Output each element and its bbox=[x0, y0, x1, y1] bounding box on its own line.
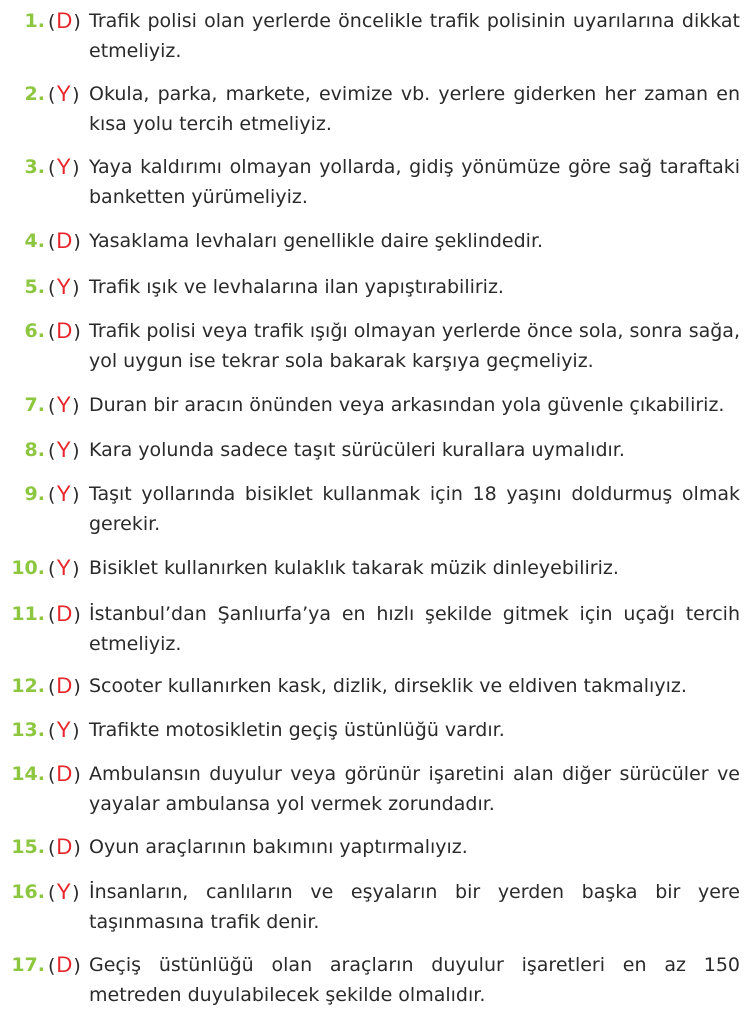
answer-mark: D bbox=[56, 673, 73, 698]
item-number: 5. bbox=[24, 276, 45, 298]
answer-box: (Y) bbox=[48, 81, 80, 106]
item-number: 4. bbox=[24, 230, 45, 252]
item-number: 1. bbox=[24, 10, 45, 32]
answer-mark: D bbox=[56, 834, 73, 859]
answer-box: (D) bbox=[48, 8, 81, 33]
item-number: 13. bbox=[11, 719, 45, 741]
answer-box: (Y) bbox=[48, 392, 80, 417]
statement-text: Yasaklama levhaları genellikle daire şeklindedir. bbox=[89, 230, 544, 252]
statement-text: Oyun araçlarının bakımını yaptırmalıyız. bbox=[89, 836, 468, 858]
statement-text: Okula, parka, markete, evimize vb. yerlere giderken her zaman en kısa yolu tercih etmeliyiz. bbox=[89, 83, 740, 135]
answer-box: (Y) bbox=[48, 879, 80, 904]
answer-mark: D bbox=[56, 761, 73, 786]
answer-box: (Y) bbox=[48, 437, 80, 462]
item-number: 3. bbox=[24, 156, 45, 178]
answer-box: (D) bbox=[48, 834, 81, 859]
answer-mark: D bbox=[56, 228, 73, 253]
statement-text: Ambulansın duyulur veya görünür işaretini alan diğer sürücüler ve yayalar ambulansa yol vermek zorundadır. bbox=[89, 763, 740, 815]
answer-box: (Y) bbox=[48, 481, 80, 506]
answer-box: (D) bbox=[48, 318, 81, 343]
statement-text: Taşıt yollarında bisiklet kullanmak için 18 yaşını doldurmuş olmak gerekir. bbox=[89, 483, 740, 535]
answer-mark: Y bbox=[56, 274, 72, 299]
item-number: 16. bbox=[11, 881, 45, 903]
statement-text: Scooter kullanırken kask, dizlik, dirseklik ve eldiven takmalıyız. bbox=[89, 675, 687, 697]
item-number: 6. bbox=[24, 320, 45, 342]
answer-mark: Y bbox=[56, 879, 72, 904]
answer-mark: D bbox=[56, 952, 73, 977]
item-number: 15. bbox=[11, 836, 45, 858]
statement-text: Trafikte motosikletin geçiş üstünlüğü vardır. bbox=[89, 719, 505, 741]
item-number: 14. bbox=[11, 763, 45, 785]
item-number: 12. bbox=[11, 675, 45, 697]
item-number: 11. bbox=[11, 603, 45, 625]
statement-text: Yaya kaldırımı olmayan yollarda, gidiş yönümüze göre sağ taraftaki banketten yürümeliyiz. bbox=[89, 156, 740, 208]
answer-mark: Y bbox=[56, 154, 72, 179]
statement-text: Trafik polisi veya trafik ışığı olmayan yerlerde önce sola, sonra sağa, yol uygun ise tekrar sola bakarak karşıya geçmeliyiz. bbox=[89, 320, 740, 372]
statement-text: Trafik polisi olan yerlerde öncelikle trafik polisinin uyarılarına dikkat etmeliyiz. bbox=[89, 10, 740, 62]
statement-text: Kara yolunda sadece taşıt sürücüleri kurallara uymalıdır. bbox=[89, 439, 625, 461]
answer-box: (Y) bbox=[48, 274, 80, 299]
answer-box: (D) bbox=[48, 952, 81, 977]
answer-box: (D) bbox=[48, 601, 81, 626]
statement-text: Geçiş üstünlüğü olan araçların duyulur işaretleri en az 150 metreden duyulabilecek şekilde olmalıdır. bbox=[89, 954, 740, 1006]
answer-box: (D) bbox=[48, 673, 81, 698]
answer-mark: Y bbox=[56, 392, 72, 417]
item-number: 2. bbox=[24, 83, 45, 105]
item-number: 17. bbox=[11, 954, 45, 976]
answer-mark: Y bbox=[56, 81, 72, 106]
answer-box: (Y) bbox=[48, 154, 80, 179]
statement-text: Bisiklet kullanırken kulaklık takarak müzik dinleyebiliriz. bbox=[89, 557, 619, 579]
item-number: 8. bbox=[24, 439, 45, 461]
statement-text: İnsanların, canlıların ve eşyaların bir yerden başka bir yere taşınmasına trafik denir. bbox=[89, 881, 740, 933]
item-number: 7. bbox=[24, 394, 45, 416]
answer-mark: Y bbox=[56, 481, 72, 506]
answer-box: (Y) bbox=[48, 717, 80, 742]
answer-mark: Y bbox=[56, 717, 72, 742]
answer-mark: Y bbox=[56, 437, 72, 462]
statement-text: Duran bir aracın önünden veya arkasından yola güvenle çıkabiliriz. bbox=[89, 394, 725, 416]
statement-text: Trafik ışık ve levhalarına ilan yapıştırabiliriz. bbox=[89, 276, 504, 298]
item-number: 9. bbox=[24, 483, 45, 505]
answer-mark: D bbox=[56, 8, 73, 33]
answer-box: (D) bbox=[48, 761, 81, 786]
answer-mark: D bbox=[56, 601, 73, 626]
answer-mark: D bbox=[56, 318, 73, 343]
item-number: 10. bbox=[11, 557, 45, 579]
answer-box: (Y) bbox=[48, 555, 80, 580]
answer-mark: Y bbox=[56, 555, 72, 580]
answer-box: (D) bbox=[48, 228, 81, 253]
statement-text: İstanbul’dan Şanlıurfa’ya en hızlı şekilde gitmek için uçağı tercih etmeliyiz. bbox=[89, 603, 740, 655]
